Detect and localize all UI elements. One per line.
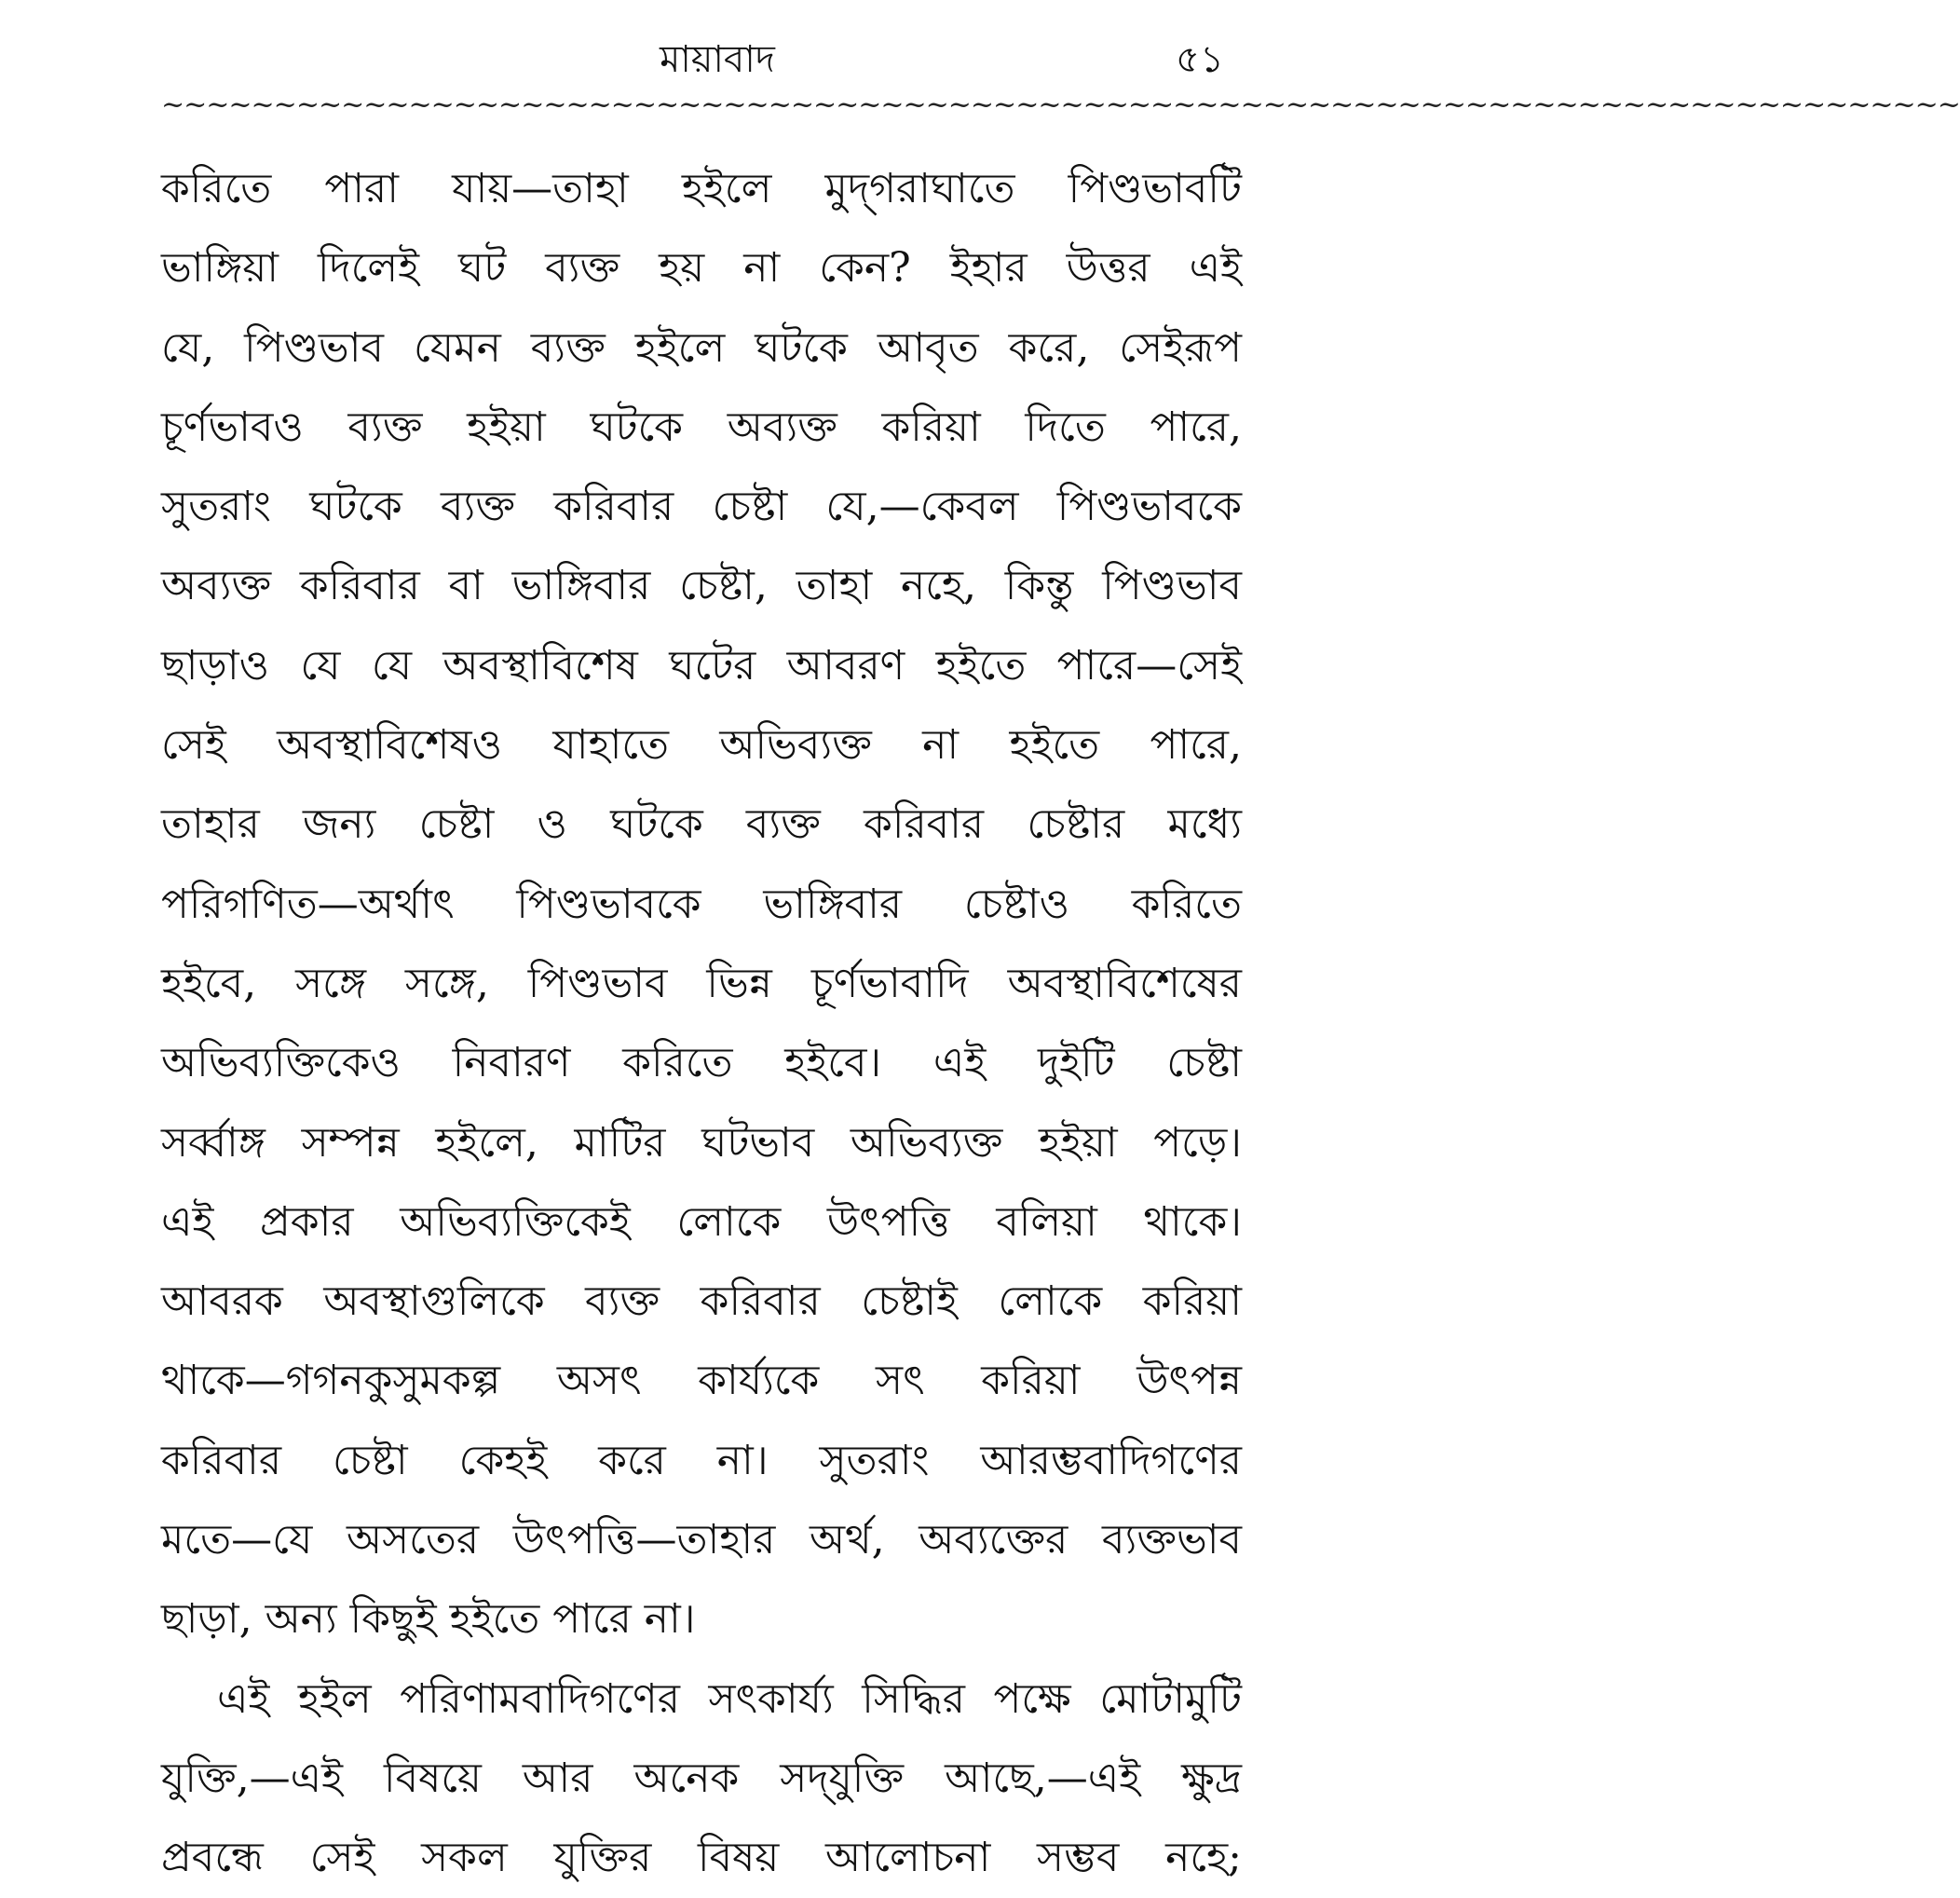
text-line: হইবে, সঙ্গে সঙ্গে, পিণ্ডভাব ভিন্ন চূর্ণভাবাদি অবস্থাবিশেষের <box>161 959 1242 1007</box>
text-line: সুতরাং ঘটকে ব্যক্ত করিবার চেষ্টা যে,—কেবল পিণ্ডভাবকে <box>161 483 1242 531</box>
header-tilde-rule: ~~~~~~~~~~~~~~~~~~~~~~~~~~~~~~~~~~~~~~~~~~~~~~~~~~~~~~~~~~~~~~~~~~~~~~~~~~~~~~~~ <box>161 89 1960 121</box>
text-line: আবরক অবস্থাগুলিকে ব্যক্ত করিবার চেষ্টাই লোকে করিয়া <box>161 1277 1242 1326</box>
text-line: ভাঙ্গিয়া দিলেই ঘট ব্যক্ত হয় না কেন? ইহার উত্তর এই <box>161 244 1242 293</box>
text-line: অভিব্যক্তিকেও নিবারণ করিতে হইবে। এই দুইটি চেষ্টা <box>161 1039 1242 1087</box>
text-line: করিবার চেষ্টা কেহই করে না। সুতরাং আরম্ভবাদিগণের <box>161 1436 1242 1484</box>
running-header-title: মায়াবাদ <box>660 38 775 81</box>
text-line: মতে—যে অসতের উৎপত্তি—তাহার অর্থ, অব্যক্তের ব্যক্তভাব <box>161 1516 1242 1564</box>
text-line: অব্যক্ত করিবার বা ভাঙ্গিবার চেষ্টা, তাহা নহে, কিন্তু পিণ্ডভাব <box>161 562 1242 610</box>
text-line: সেই অবস্থাবিশেষও যাহাতে অভিব্যক্ত না হইতে পারে, <box>161 721 1242 770</box>
text-line: প্রবন্ধে সেই সকল যুক্তির বিষয় আলোচনা সম্ভব নহে; <box>161 1834 1242 1882</box>
page-body-text <box>161 149 1242 1898</box>
text-line: করিতে পারা যায়—তাহা হইলে মুদ্‌গরাঘাতে পিণ্ডভাবটি <box>161 165 1242 212</box>
text-line: চূর্ণভাবও ব্যক্ত হইয়া ঘটকে অব্যক্ত করিয়া দিতে পারে, <box>161 403 1242 451</box>
text-line: যুক্তি,—এই বিষয়ে আর অনেক সদ্‌যুক্তি আছে,—এই ক্ষুদ্র <box>161 1754 1242 1802</box>
text-line: সর্ব্বাঙ্গ সম্পন্ন হইলে, মাটির ঘটভাব অভিব্যক্ত হইয়া পড়ে। <box>161 1118 1242 1167</box>
text-line-paragraph-start: এই হইল পরিণামবাদিগণের সৎকার্য্য সিদ্ধির পক্ষে মোটামুটি <box>217 1674 1242 1723</box>
text-line: তাহার জন্য চেষ্টা ও ঘটকে ব্যক্ত করিবার চেষ্টার মধ্যে <box>161 800 1242 849</box>
text-line: ছাড়াও যে যে অবস্থাবিশেষ ঘটের আবরণ হইতে পারে—সেই <box>161 641 1242 690</box>
text-line-paragraph-end: ছাড়া, অন্য কিছুই হইতে পারে না। <box>161 1595 696 1644</box>
text-line: এই প্রকার অভিব্যক্তিকেই লোকে উৎপত্তি বলিয়া থাকে। <box>161 1197 1242 1246</box>
text-line: পরিগণিত—অর্থাৎ পিণ্ডভাবকে ভাঙ্গিবার চেষ্টাও করিতে <box>161 880 1242 928</box>
text-line: যে, পিণ্ডভাব যেমন ব্যক্ত হইলে ঘটকে আবৃত করে, সেইরূপ <box>161 323 1242 372</box>
page-number: ৫১ <box>1176 38 1224 81</box>
text-line: থাকে—গগনকুসুমকল্প অসৎ কার্য্যকে সৎ করিয়া উৎপন্ন <box>161 1357 1242 1405</box>
